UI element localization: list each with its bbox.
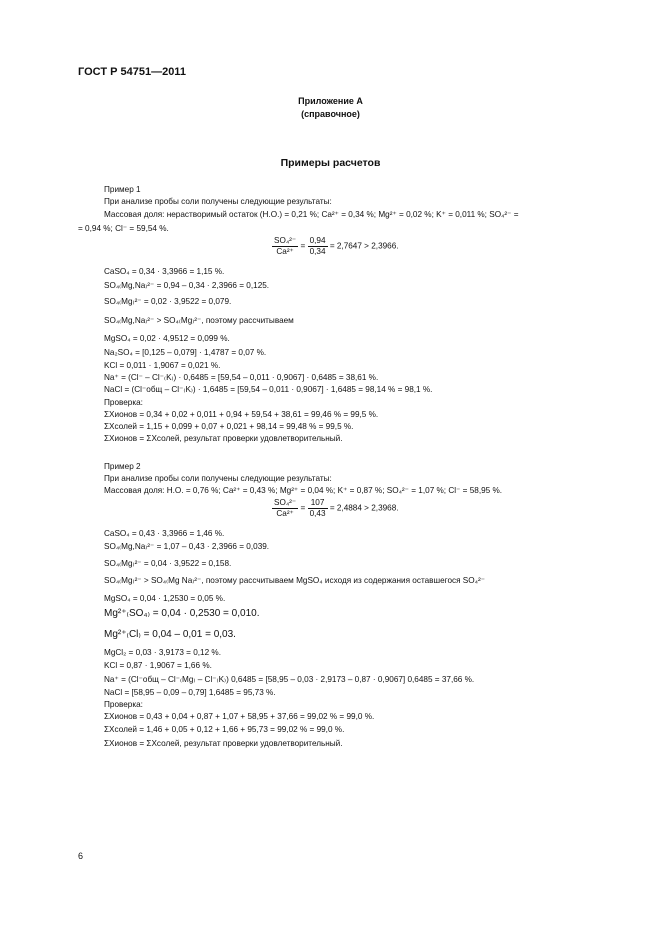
example-1-line: KCl = 0,011 · 1,9067 = 0,021 %. <box>104 361 221 370</box>
example-1-line: CaSO₄ = 0,34 · 3,3966 = 1,15 %. <box>104 267 225 276</box>
example-1-line: SO₄₍Mg₎²⁻ = 0,02 · 3,9522 = 0,079. <box>104 297 232 306</box>
example-1-title: Пример 1 <box>104 185 141 194</box>
example-1-intro: При анализе пробы соли получены следующие результаты: <box>104 197 332 206</box>
ratio-fraction-right <box>308 236 328 257</box>
example-2-ratio-formula <box>272 498 399 519</box>
ratio-fraction-left <box>272 236 298 257</box>
fraction-numerator: SO₄²⁻ <box>274 236 297 245</box>
example-1-mass-line-2: = 0,94 %; Cl⁻ = 59,54 %. <box>78 224 169 233</box>
fraction-numerator: 107 <box>308 498 328 509</box>
example-2-line: KCl = 0,87 · 1,9067 = 1,66 %. <box>104 661 212 670</box>
appendix-note: (справочное) <box>301 109 360 119</box>
fraction-denominator: 0,43 <box>309 509 326 518</box>
page-number: 6 <box>78 851 84 861</box>
example-2-intro: При анализе пробы соли получены следующие результаты: <box>104 474 332 483</box>
example-2-title: Пример 2 <box>104 462 141 471</box>
example-2-line: Mg²⁺₍SO₄₎ = 0,04 · 0,2530 = 0,010. <box>104 608 260 619</box>
fraction-denominator: Ca²⁺ <box>276 509 294 518</box>
example-2-line: ΣXионов = 0,43 + 0,04 + 0,87 + 1,07 + 58,95 + 37,66 = 99,02 % = 99,0 %. <box>104 712 375 721</box>
example-1-line: SO₄₍Mg,Na₎²⁻ = 0,94 – 0,34 · 2,3966 = 0,125. <box>104 281 270 290</box>
example-1-line: Na₂SO₄ = [0,125 – 0,079] · 1,4787 = 0,07 %. <box>104 348 267 357</box>
example-1-line: ΣXионов = 0,34 + 0,02 + 0,011 + 0,94 + 59,54 + 38,61 = 99,46 % = 99,5 %. <box>104 410 379 419</box>
equals-sign: = <box>300 241 306 251</box>
example-2-line: ΣXионов = ΣXсолей, результат проверки удовлетворительный. <box>104 739 343 748</box>
document-header: ГОСТ Р 54751—2011 <box>78 66 186 78</box>
example-2-line: SO₄₍Mg₎²⁻ > SO₄₍Mg Na₎²⁻, поэтому рассчитываем MgSO₄ исходя из содержания оставшегося SO₄²⁻ <box>104 576 486 585</box>
appendix-title: Приложение А <box>298 96 363 106</box>
equals-sign: = <box>300 503 306 513</box>
example-1-line: Проверка: <box>104 398 143 407</box>
section-title: Примеры расчетов <box>280 157 381 169</box>
fraction-denominator: 0,34 <box>309 247 326 256</box>
example-1-line: ΣXсолей = 1,15 + 0,099 + 0,07 + 0,021 + 98,14 = 99,48 % = 99,5 %. <box>104 422 354 431</box>
example-2-line: SO₄₍Mg,Na₎²⁻ = 1,07 – 0,43 · 2,3966 = 0,039. <box>104 542 270 551</box>
example-2-line: Mg²⁺₍Cl₎ = 0,04 – 0,01 = 0,03. <box>104 629 236 640</box>
example-2-line: NaCl = [58,95 – 0,09 – 0,79] 1,6485 = 95,73 %. <box>104 688 276 697</box>
example-1-line: Na⁺ = (Cl⁻ – Cl⁻₍K₎) · 0,6485 = [59,54 – 0,011 · 0,9067] · 0,6485 = 38,61 %. <box>104 373 379 382</box>
example-2-line: Na⁺ = (Cl⁻общ – Cl⁻₍Mg₎ – Cl⁻₍K₎) 0,6485 = [58,95 – 0,03 · 2,9173 – 0,87 · 0,9067] 0,6485 = 37,66 %. <box>104 675 475 684</box>
example-1-ratio-formula <box>272 236 399 257</box>
example-2-mass-line-1: Массовая доля: Н.О. = 0,76 %; Ca²⁺ = 0,43 %; Mg²⁺ = 0,04 %; K⁺ = 0,87 %; SO₄²⁻ = 1,07 %; Cl⁻ = 58,95 %. <box>104 486 503 495</box>
example-2-line: ΣXсолей = 1,46 + 0,05 + 0,12 + 1,66 + 95,73 = 99,02 % = 99,0 %. <box>104 725 345 734</box>
example-1-line: NaCl = (Cl⁻общ – Cl⁻₍K₎) · 1,6485 = [59,54 – 0,011 · 0,9067] · 1,6485 = 98,14 % = 98,1 %. <box>104 385 433 394</box>
ratio-result: = 2,4884 > 2,3968. <box>329 503 399 513</box>
example-1-line: SO₄₍Mg,Na₎²⁻ > SO₄₍Mg₎²⁻, поэтому рассчитываем <box>104 316 294 325</box>
ratio-fraction-left <box>272 498 298 519</box>
example-2-line: MgCl₂ = 0,03 · 3,9173 = 0,12 %. <box>104 648 221 657</box>
example-2-line: SO₄₍Mg₎²⁻ = 0,04 · 3,9522 = 0,158. <box>104 559 232 568</box>
fraction-numerator: SO₄²⁻ <box>274 498 297 507</box>
example-2-line: MgSO₄ = 0,04 · 1,2530 = 0,05 %. <box>104 594 226 603</box>
fraction-denominator: Ca²⁺ <box>276 247 294 256</box>
ratio-fraction-right <box>308 498 328 519</box>
example-2-line: Проверка: <box>104 700 143 709</box>
example-1-line: MgSO₄ = 0,02 · 4,9512 = 0,099 %. <box>104 334 230 343</box>
ratio-result: = 2,7647 > 2,3966. <box>329 241 399 251</box>
example-1-mass-line-1: Массовая доля: нерастворимый остаток (Н.О.) = 0,21 %; Ca²⁺ = 0,34 %; Mg²⁺ = 0,02 %; K⁺ = 0,011 %; SO₄²⁻ = <box>104 210 519 219</box>
example-2-line: CaSO₄ = 0,43 · 3,3966 = 1,46 %. <box>104 529 225 538</box>
fraction-numerator: 0,94 <box>309 236 326 245</box>
example-1-line: ΣXионов = ΣXсолей, результат проверки удовлетворительный. <box>104 434 343 443</box>
